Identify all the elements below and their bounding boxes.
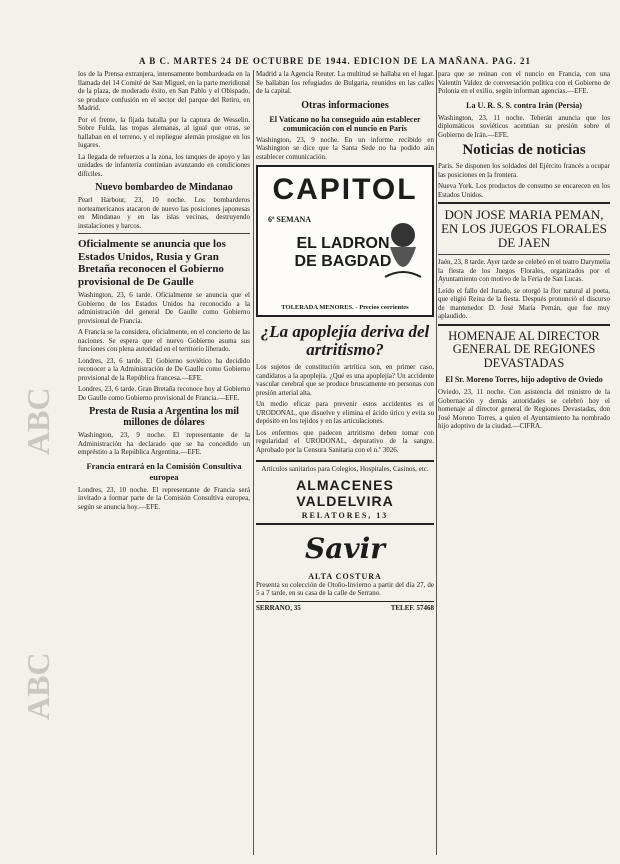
article-text: Un medio eficaz para prevenir estos accidentes es el URODONAL, que disuelve y elimina el ácido úrico y evita su depósito en los tejidos y en las articulaciones.: [256, 400, 434, 425]
headline-argentina: Presta de Rusia a Argentina los mil millones de dólares: [89, 406, 239, 428]
film-line-2: DE BAGDAD: [294, 253, 392, 270]
capitol-week: 6ª SEMANA: [268, 215, 312, 224]
headline-pemán: DON JOSE MARIA PEMAN, EN LOS JUEGOS FLORALES DE JAEN: [441, 207, 607, 250]
capitol-footer: TOLERADA MENORES. - Precios corrientes: [281, 304, 409, 311]
capitol-cinema-ad: [256, 165, 434, 317]
savir-phone: TELEF. 57468: [390, 603, 434, 612]
article-text: Washington, 23, 9 noche. El representante de la Administración ha declarado que se ha concedido un empréstito a la República Argentina.—EFE.: [78, 431, 250, 456]
genie-illustration-icon: [380, 217, 426, 287]
headline-apoplejia: ¿La apoplejía deriva del artritismo?: [260, 322, 430, 359]
divider: [256, 523, 434, 525]
abc-watermark-left-upper: ABC: [20, 387, 56, 455]
headline-noticias: Noticias de noticias: [462, 142, 586, 158]
article-text: Los enfermos que padecen artritismo deben tomar con regularidad el URODONAL, depurativo de la sangre. Aprobado por la Censura Sanitaria con el n.º 3026.: [256, 428, 434, 454]
page-header: A B C. MARTES 24 DE OCTUBRE DE 1944. EDICION DE LA MAÑANA. PAG. 21: [138, 56, 532, 66]
almacenes-title: ALMACENES VALDELVIRA: [296, 476, 394, 509]
article-text: Por el frente, la fijada batalla por la captura de Wesselin. Sobre Fulda, las tropas alemanas, al igual que otras, se hallaban en el terreno, y el repliegue alemán prosigue en los lugares.: [78, 115, 250, 149]
savir-footer: [256, 601, 434, 612]
headline-urss-iran: La U. R. S. S. contra Irán (Persia): [466, 100, 582, 110]
headline-de-gaulle: Oficialmente se anuncia que los Estados Unidos, Rusia y Gran Bretaña reconocen el Gobierno provisional de De Gaulle: [78, 238, 226, 288]
article-text: Paris. Se disponen los soldados del Ejército francés a ocupar las posiciones en la frontera.: [438, 162, 610, 179]
article-text: los de la Prensa extranjera, intensamente bombardeada en la llamada del 14 Comité de San Miguel, en la parte meridional de la plaza, de moderado éxito, en San Pablo y el Obispado, se produce confusión en el sector del parque del Retiro, en Madrid.: [78, 70, 250, 112]
headline-moreno-torres: El Sr. Moreno Torres, hijo adoptivo de Oviedo: [445, 375, 603, 384]
article-text: Nueva York. Los productos de consumo se encarecen en los Estados Unidos.: [438, 182, 610, 199]
almacenes-address: RELATORES, 13: [301, 510, 389, 520]
savir-logo: [256, 528, 434, 572]
savir-text: Presenta su colección de Otoño-Invierno a partir del día 27, de 5 a 7 tarde, en su casa de la calle de Serrano.: [256, 580, 434, 597]
almacenes-ad: [256, 460, 434, 612]
article-text: para que se reúnan con el nuncio en Francia, con una Valentín Valdez de conversación política con el Gobierno de Polonia en el exilio, según informan agencias.—EFE.: [438, 70, 610, 95]
article-text: Washington, 23, 11 noche. Teherán anuncia que los diplomáticos soviéticos acentúan su presión sobre el Gobierno de Irán.—EFE.: [438, 113, 610, 139]
abc-watermark-left-lower: ABC: [20, 652, 56, 720]
headline-vaticano: El Vaticano no ha conseguido aún establecer comunicación con el nuncio en París: [269, 114, 421, 133]
article-text: Madrid a la Agencia Reuter. La multitud se hallaba en el lugar. Se hallaban los refugiados de Bulgaria, reunidos en las calles de la capital.: [256, 70, 434, 95]
article-text: Londres, 23, 10 noche. El representante de Francia será invitado a formar parte de la Comisión Consultiva europea, según se anuncia hoy.—EFE.: [78, 485, 250, 511]
headline-mindanao: Nuevo bombardeo de Mindanao: [95, 182, 233, 193]
article-text: Leído el fallo del Jurado, se otorgó la flor natural al poeta, que eligió Reina de la fiesta. Después pronunció el discurso de mantenedor D. José María Pemán, que fue muy aplaudido.: [438, 286, 610, 320]
divider: [78, 233, 250, 234]
divider: [438, 324, 610, 326]
article-text: Los sujetos de constitución artrítica son, en primer caso, candidatos a la apoplejía. ¿Qué es una apoplejía? Un accidente vascular cerebral que se produce bruscamente en personas con presión arterial alta.: [256, 363, 434, 397]
column-rule: [436, 70, 437, 855]
column-left: [78, 70, 250, 855]
headline-francia-comision: Francia entrará en la Comisión Consultiva europea: [86, 460, 242, 482]
divider: [438, 202, 610, 204]
column-rule: [253, 70, 254, 855]
savir-street: SERRANO, 35: [256, 603, 301, 612]
article-text: La llegada de refuerzos a la zona, los tanques de apoyo y las unidades de infantería continúan avanzando en condiciones difíciles.: [78, 152, 250, 178]
divider: [438, 254, 610, 255]
headline-otras-informaciones: Otras informaciones: [301, 99, 389, 111]
article-text: Washington, 23, 9 noche. En un informe recibido en Washington se dice que la Santa Sede no ha podido aún establecer comunicación.: [256, 135, 434, 161]
savir-tagline: ALTA COSTURA: [308, 571, 382, 581]
column-right: [438, 70, 610, 855]
almacenes-intro: Artículos sanitarios para Colegios, Hospitales, Casinos, etc.: [261, 465, 429, 473]
article-text: A Francia se la considera, oficialmente, en el concierto de las naciones. Se espera que el nuevo Gobierno asuma sus funciones con plena autoridad en el territorio liberado.: [78, 328, 250, 353]
article-text: Oviedo, 23, 11 noche. Con asistencia del ministro de la Gobernación y demás autoridades se celebró hoy el homenaje al director general de Regiones Devastadas, don José Moreno Torres, a quien el Ayuntamiento ha nombrado hijo adoptivo de la ciudad.—CIFRA.: [438, 388, 610, 430]
article-text: Jaén, 23, 8 tarde. Ayer tarde se celebró en el teatro Darymelia la fiesta de los Juegos Florales, organizados por el Ayuntamiento con motivo de la Feria de San Lucas.: [438, 258, 610, 283]
headline-homenaje: HOMENAJE AL DIRECTOR GENERAL DE REGIONES DEVASTADAS: [448, 328, 600, 370]
article-text: Londres, 23, 6 tarde. El Gobierno soviético ha decidido reconocer a la Administración de De Gaulle como Gobierno provisional de la República francesa.—EFE.: [78, 356, 250, 382]
savir-brand: Savir: [304, 531, 386, 565]
capitol-title: CAPITOL: [272, 173, 418, 206]
column-middle: [256, 70, 434, 855]
film-line-1: EL LADRON: [296, 235, 390, 252]
article-text: Londres, 23, 6 tarde. Gran Bretaña reconoce hoy al Gobierno De Gaulle como Gobierno provisional de Francia.—EFE.: [78, 385, 250, 402]
article-text: Pearl Harbour, 23, 10 noche. Los bombarderos norteamericanos atacaron de nuevo las posiciones japonesas en Mindanao y en las islas vecinas, destruyendo instalaciones y barcos.: [78, 196, 250, 230]
article-text: Washington, 23, 6 tarde. Oficialmente se anuncia que el Gobierno de los Estados Unidos ha reconocido a la administración del general De Gaulle como Gobierno provisional de Francia.: [78, 291, 250, 325]
